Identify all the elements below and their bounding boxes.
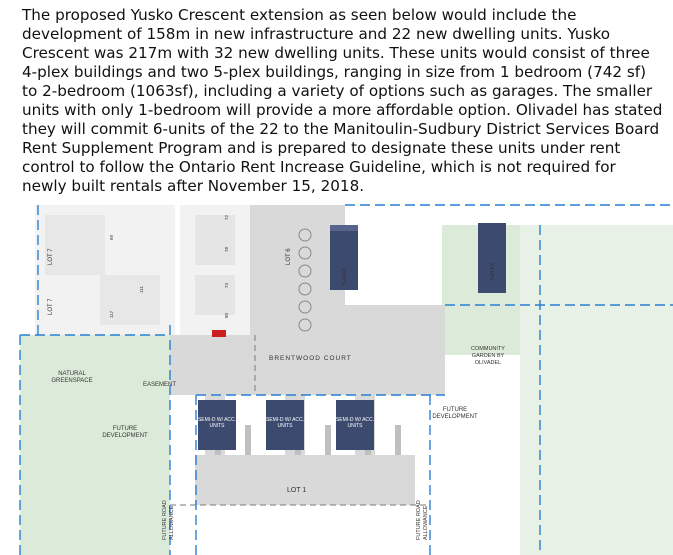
community-garden-label-1: COMMUNITY bbox=[471, 346, 505, 352]
5-plex-building-right bbox=[478, 223, 506, 293]
future-development-right-2: DEVELOPMENT bbox=[432, 414, 478, 420]
lot-7-bottom-label: LOT 7 bbox=[48, 298, 54, 315]
community-garden-label-3: OLIVADEL bbox=[474, 360, 502, 366]
semi-label-3b: UNITS bbox=[347, 423, 363, 429]
lot-1-driveway bbox=[195, 455, 415, 505]
semi-label-2b: UNITS bbox=[277, 423, 293, 429]
site-plan bbox=[0, 195, 673, 555]
existing-house-1 bbox=[45, 215, 105, 275]
description-paragraph: The proposed Yusko Crescent extension as seen below would include the development of 158m in new infrastructure and 22 new dwelling units. Yusko Crescent was 217m with 32 new dwelling units. These units would consist of three 4-plex buildings and two 5-plex buildings, ranging in size from 1 bedroom (742 sf) to 2-bedroom (1063sf), including a variety of options such as garages. The smaller units with only 1-bedroom will provide a more affordable option. Olivadel has stated they will commit 6-units of the 22 to the Manitoulin-Sudbury District Services Board Rent Supplement Program and is prepared to designate these units under rent control to follow the Ontario Rent Increase Guideline, which is not required for newly built rentals after November 15, 2018. bbox=[22, 6, 663, 195]
lot-7-top-label: LOT 7 bbox=[48, 248, 54, 265]
future-road-left-1: FUTURE ROAD bbox=[162, 500, 168, 540]
red-marker bbox=[212, 330, 226, 337]
house-number: 72 bbox=[224, 214, 229, 220]
house-number: 111 bbox=[139, 286, 144, 293]
natural-greenspace-label-1: NATURAL bbox=[58, 371, 86, 377]
future-road-right-2: ALLOWANCE bbox=[423, 505, 429, 540]
semi-label-1b: UNITS bbox=[209, 423, 225, 429]
natural-greenspace-label-2: GREENSPACE bbox=[51, 378, 93, 384]
house-number: 69 bbox=[109, 234, 114, 240]
lot-6-label: LOT 6 bbox=[286, 248, 292, 265]
semi-label-1: SEMI-D W/ ACC. bbox=[197, 417, 237, 423]
semi-label-2: SEMI-D W/ ACC. bbox=[265, 417, 305, 423]
future-development-left-1: FUTURE bbox=[112, 426, 138, 432]
future-road-right-1: FUTURE ROAD bbox=[416, 500, 422, 540]
future-road-left-2: ALLOWANCE bbox=[169, 505, 175, 540]
house-number: 78 bbox=[224, 246, 229, 252]
future-development-right-1: FUTURE bbox=[442, 407, 468, 413]
community-garden-label-2: GARDEN BY bbox=[471, 353, 505, 359]
house-number: 117 bbox=[109, 310, 114, 318]
natural-greenspace-area bbox=[20, 335, 170, 555]
5-plex-right-label: 5-PLEX bbox=[490, 262, 496, 280]
future-development-left-2: DEVELOPMENT bbox=[102, 433, 148, 439]
5-plex-left-label: 5-PLEX bbox=[342, 267, 348, 285]
street-label: BRENTWOOD COURT bbox=[269, 355, 352, 362]
house-number: 74 bbox=[224, 282, 229, 288]
semi-label-3: SEMI-D W/ ACC. bbox=[335, 417, 375, 423]
lot-1-label: LOT 1 bbox=[287, 487, 307, 494]
house-number: 80 bbox=[224, 312, 229, 318]
easement-label: EASEMENT bbox=[143, 382, 177, 388]
